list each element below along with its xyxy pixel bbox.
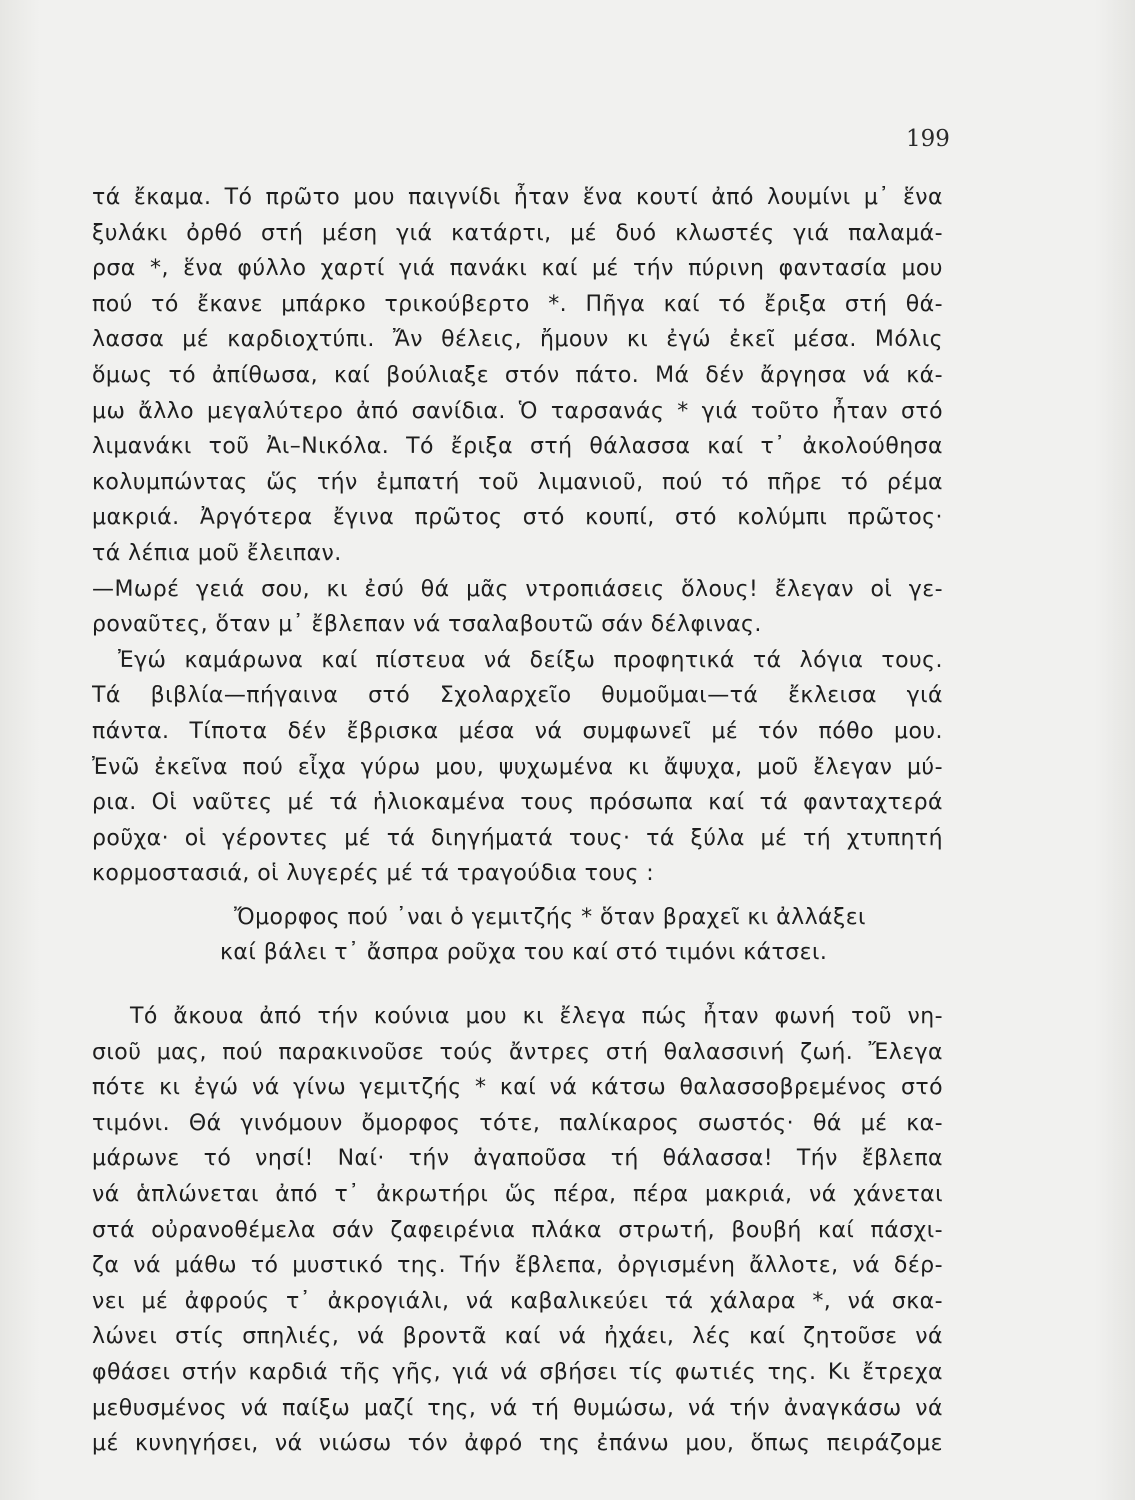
text-line: τά λέπια μοῦ ἔλειπαν. bbox=[92, 540, 342, 566]
text-line: πάντα. Τίποτα δέν ἔβρισκα μέσα νά συμφωνεῖ μέ τόν πόθο μου. bbox=[92, 718, 943, 744]
text-line: ζα νά μάθω τό μυστικό της. Τήν ἔβλεπα, ὀργισμένη ἄλλοτε, νά δέρ- bbox=[92, 1253, 943, 1279]
text-line: ρια. Οἱ ναῦτες μέ τά ἡλιοκαμένα τους πρόσωπα καί τά φανταχτερά bbox=[92, 790, 943, 816]
text-line: κορμοστασιά, οἱ λυγερές μέ τά τραγούδια τους : bbox=[92, 861, 655, 887]
text-line: νει μέ ἀφρούς τ᾽ ἀκρογιάλι, νά καβαλικεύει τά χάλαρα *, νά σκα- bbox=[92, 1288, 943, 1314]
paragraph bbox=[92, 643, 943, 892]
text-line: τά ἔκαμα. Τό πρῶτο μου παιγνίδι ἦταν ἕνα κουτί ἀπό λουμίνι μ᾽ ἕνα bbox=[92, 185, 943, 210]
text-line: ὅμως τό ἀπίθωσα, καί βούλιαξε στόν πάτο. Μά δέν ἄργησα νά κά- bbox=[92, 362, 943, 388]
page-number: 199 bbox=[906, 126, 950, 152]
text-line: Τό ἄκουα ἀπό τήν κούνια μου κι ἔλεγα πώς ἦταν φωνή τοῦ νη- bbox=[130, 1004, 943, 1030]
text-line: Ἐγώ καμάρωνα καί πίστευα νά δείξω προφητικά τά λόγια τους. bbox=[118, 647, 943, 673]
text-line: λασσα μέ καρδιοχτύπι. Ἄν θέλεις, ἤμουν κι ἐγώ ἐκεῖ μέσα. Μόλις bbox=[92, 327, 943, 353]
text-line: Ἐνῶ ἐκεῖνα πού εἶχα γύρω μου, ψυχωμένα κι ἄψυχα, μοῦ ἔλεγαν μύ- bbox=[92, 754, 943, 780]
text-line: λιμανάκι τοῦ Ἀι–Νικόλα. Τό ἔριξα στή θάλασσα καί τ᾽ ἀκολούθησα bbox=[92, 434, 943, 460]
text-line: —Μωρέ γειά σου, κι ἐσύ θά μᾶς ντροπιάσεις ὅλους! ἔλεγαν οἱ γε- bbox=[92, 576, 943, 602]
text-line: σιοῦ μας, πού παρακινοῦσε τούς ἄντρες στή θαλασσινή ζωή. Ἔλεγα bbox=[92, 1039, 943, 1065]
text-line: ροναῦτες, ὅταν μ᾽ ἔβλεπαν νά τσαλαβουτῶ σάν δέλφινας. bbox=[92, 612, 762, 638]
text-line: πότε κι ἐγώ νά γίνω γεμιτζής * καί νά κάτσω θαλασσοβρεμένος στό bbox=[92, 1075, 943, 1101]
verse-line: Ὄμορφος πού ᾽ναι ὁ γεμιτζής * ὅταν βραχεῖ κι ἀλλάξει bbox=[234, 904, 866, 930]
text-line: λώνει στίς σπηλιές, νά βροντᾶ καί νά ἠχάει, λές καί ζητοῦσε νά bbox=[92, 1324, 943, 1350]
text-line: ξυλάκι ὀρθό στή μέση γιά κατάρτι, μέ δυό κλωστές γιά παλαμά- bbox=[92, 220, 943, 246]
text-line: φθάσει στήν καρδιά τῆς γῆς, γιά νά σβήσει τίς φωτιές της. Κι ἔτρεχα bbox=[92, 1360, 943, 1385]
text-line: στά οὐρανοθέμελα σάν ζαφειρένια πλάκα στρωτή, βουβή καί πάσχι- bbox=[92, 1217, 943, 1243]
paragraph bbox=[92, 572, 943, 643]
text-line: νά ἁπλώνεται ἀπό τ᾽ ἀκρωτήρι ὥς πέρα, πέρα μακριά, νά χάνεται bbox=[92, 1182, 943, 1208]
verse-line: καί βάλει τ᾽ ἄσπρα ροῦχα του καί στό τιμόνι κάτσει. bbox=[220, 940, 828, 966]
text-line: μακριά. Ἀργότερα ἔγινα πρῶτος στό κουπί, στό κολύμπι πρῶτος· bbox=[92, 505, 943, 531]
text-line: μω ἄλλο μεγαλύτερο ἀπό σανίδια. Ὁ ταρσανάς * γιά τοῦτο ἦταν στό bbox=[92, 398, 943, 424]
text-line: πού τό ἔκανε μπάρκο τρικούβερτο *. Πῆγα καί τό ἔριξα στή θά- bbox=[92, 291, 943, 317]
text-line: ροῦχα· οἱ γέροντες μέ τά διηγήματά τους· τά ξύλα μέ τή χτυπητή bbox=[92, 825, 943, 851]
text-line: τιμόνι. Θά γινόμουν ὄμορφος τότε, παλίκαρος σωστός· θά μέ κα- bbox=[92, 1110, 943, 1136]
paragraph bbox=[92, 180, 943, 572]
text-line: μεθυσμένος νά παίξω μαζί της, νά τή θυμώσω, νά τήν ἀναγκάσω νά bbox=[92, 1395, 943, 1421]
verse-block bbox=[92, 900, 943, 971]
text-line: κολυμπώντας ὥς τήν ἐμπατή τοῦ λιμανιοῦ, πού τό πῆρε τό ρέμα bbox=[92, 469, 943, 495]
text-line: μέ κυνηγήσει, νά νιώσω τόν ἀφρό της ἐπάνω μου, ὅπως πειράζομε bbox=[92, 1431, 943, 1457]
body-text bbox=[92, 180, 943, 1462]
verse-spacer bbox=[92, 892, 943, 900]
text-line: μάρωνε τό νησί! Ναί· τήν ἀγαποῦσα τή θάλασσα! Τήν ἔβλεπα bbox=[92, 1146, 943, 1172]
text-line: ρσα *, ἕνα φύλλο χαρτί γιά πανάκι καί μέ τήν πύρινη φαντασία μου bbox=[92, 256, 943, 282]
paragraph bbox=[92, 999, 943, 1462]
text-line: Τά βιβλία—πήγαινα στό Σχολαρχεῖο θυμοῦμαι—τά ἔκλεισα γιά bbox=[92, 683, 943, 709]
verse-spacer bbox=[92, 971, 943, 999]
show-through-text bbox=[100, 70, 107, 106]
